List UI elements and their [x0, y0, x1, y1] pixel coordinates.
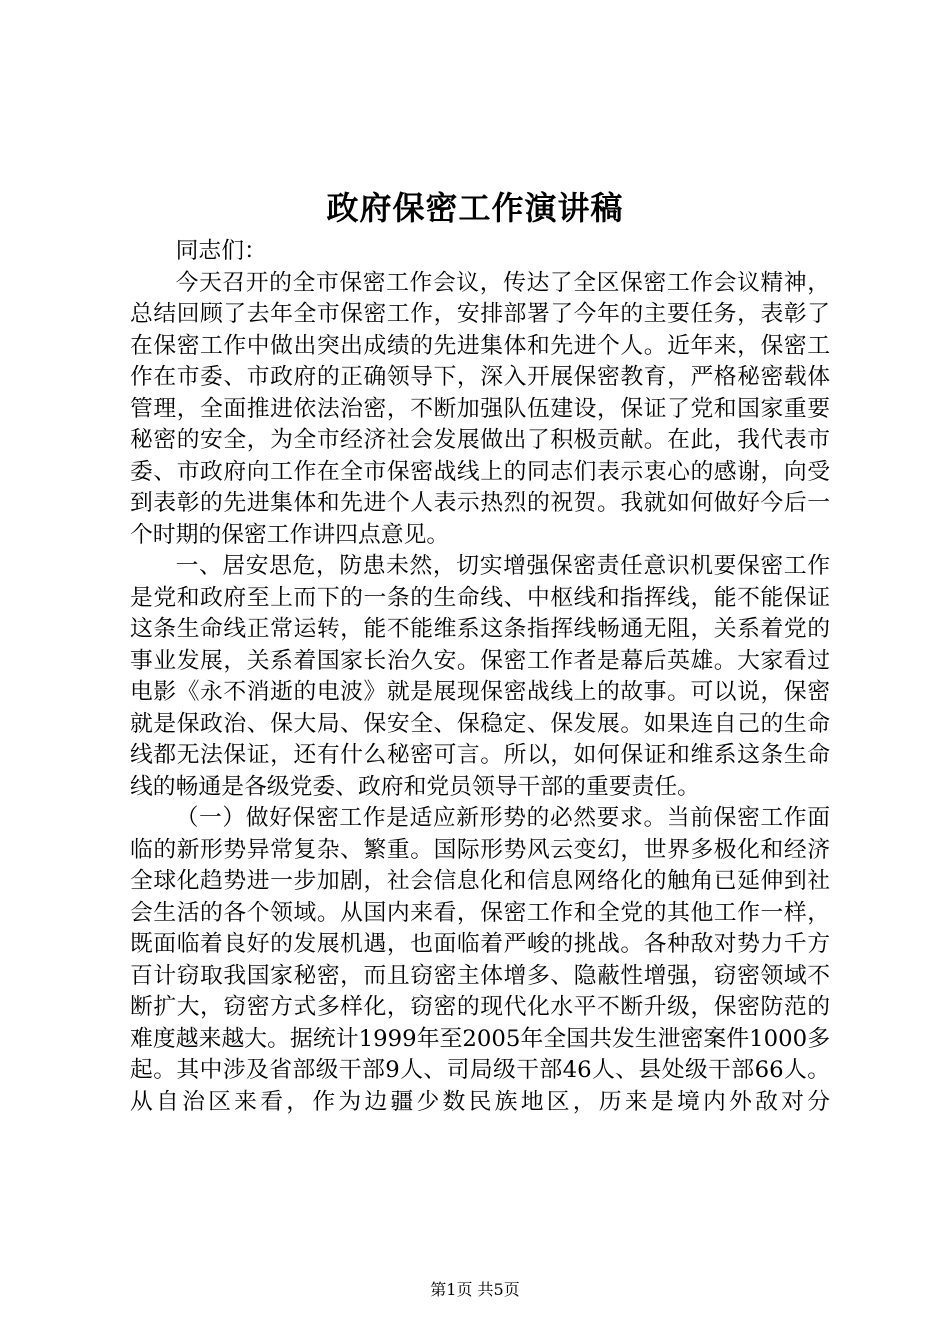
page-footer: 第1页 共5页 [430, 1280, 520, 1299]
document-title: 政府保密工作演讲稿 [326, 189, 624, 227]
body-paragraph: （一）做好保密工作是适应新形势的必然要求。当前保密工作面临的新形势异常复杂、繁重。国际形势风云变幻，世界多极化和经济全球化趋势进一步加剧，社会信息化和信息网络化的触角已延伸到社会生活的各个领域。从国内来看，保密工作和全党的其他工作一样，既面临着良好的发展机遇，也面临着严峻的挑战。各种敌对势力千方百计窃取我国家秘密，而且窃密主体增多、隐蔽性增强，窃密领域不断扩大，窃密方式多样化，窃密的现代化水平不断升级，保密防范的难度越来越大。据统计1999年至2005年全国共发生泄密案件1000多起。其中涉及省部级干部9人、司局级干部46人、县处级干部66人。从自治区来看，作为边疆少数民族地区，历来是境内外敌对分 [130, 805, 830, 1115]
body-paragraph: 今天召开的全市保密工作会议，传达了全区保密工作会议精神，总结回顾了去年全市保密工作，安排部署了今年的主要任务，表彰了在保密工作中做出突出成绩的先进集体和先进个人。近年来，保密工作在市委、市政府的正确领导下，深入开展保密教育，严格秘密载体管理，全面推进依法治密，不断加强队伍建设，保证了党和国家重要秘密的安全，为全市经济社会发展做出了积极贡献。在此，我代表市委、市政府向工作在全市保密战线上的同志们表示衷心的感谢，向受到表彰的先进集体和先进个人表示热烈的祝贺。我就如何做好今后一个时期的保密工作讲四点意见。 [130, 269, 830, 548]
document-body [130, 236, 830, 1118]
body-paragraph: 一、居安思危，防患未然，切实增强保密责任意识机要保密工作是党和政府至上而下的一条的生命线、中枢线和指挥线，能不能保证这条生命线正常运转，能不能维系这条指挥线畅通无阻，关系着党的事业发展，关系着国家长治久安。保密工作者是幕后英雄。大家看过电影《永不消逝的电波》就是展现保密战线上的故事。可以说，保密就是保政治、保大局、保安全、保稳定、保发展。如果连自己的生命线都无法保证，还有什么秘密可言。所以，如何保证和维系这条生命线的畅通是各级党委、政府和党员领导干部的重要责任。 [130, 553, 830, 800]
salutation-paragraph: 同志们： [175, 238, 267, 264]
